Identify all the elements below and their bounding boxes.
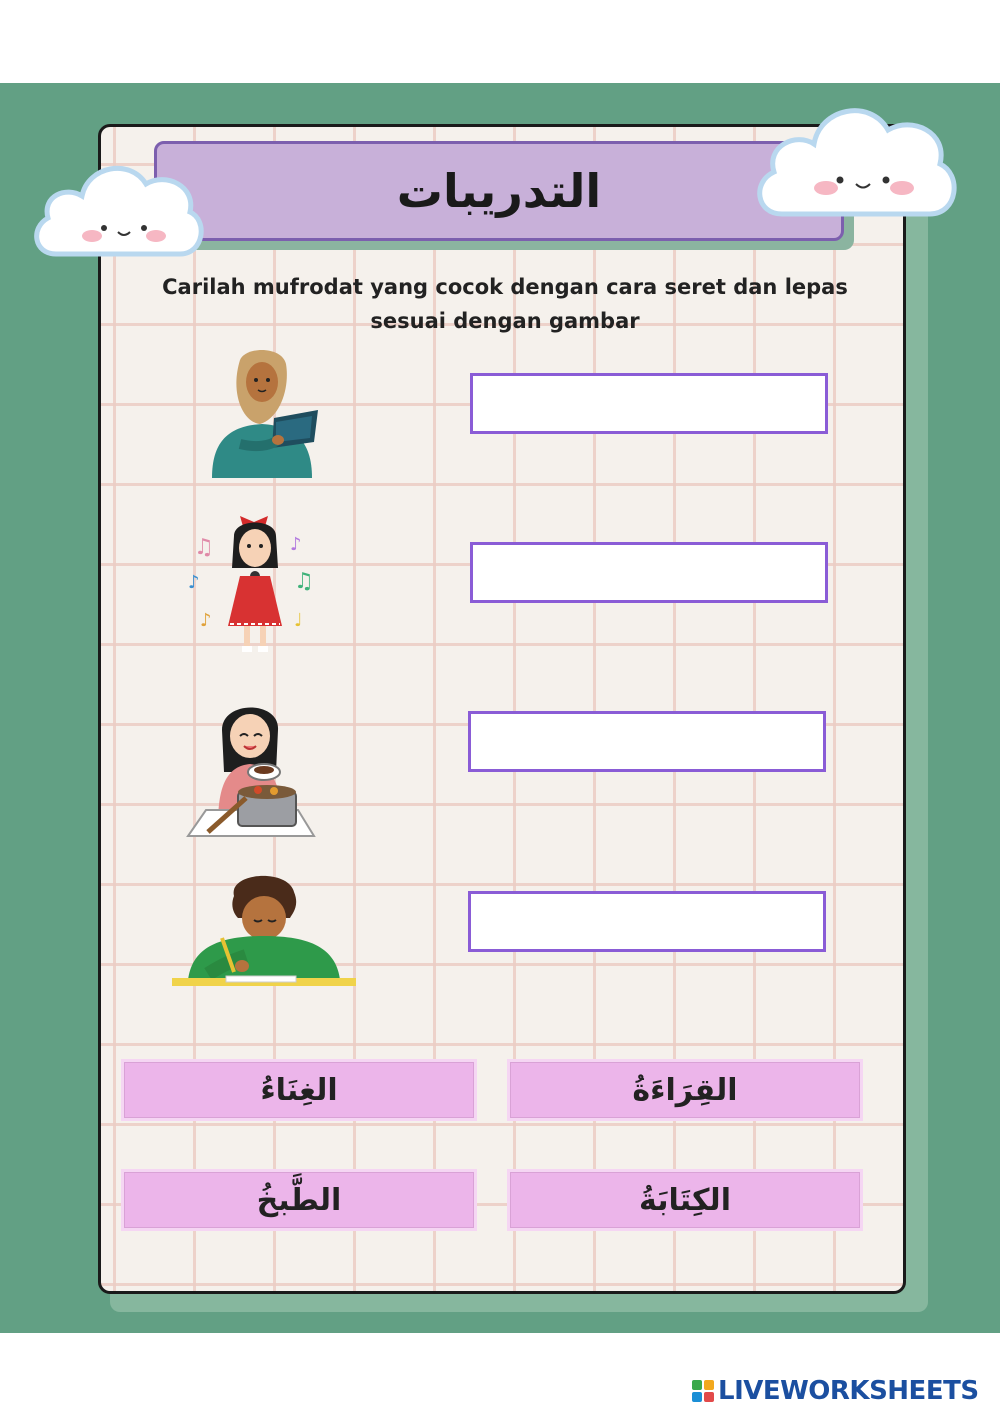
title-banner: [154, 141, 844, 241]
word-chip-writing[interactable]: [507, 1169, 863, 1231]
answer-box-2[interactable]: [470, 542, 828, 603]
word-chip-cooking[interactable]: [121, 1169, 477, 1231]
girl-singing-icon: [186, 506, 326, 662]
instruction-line-1: Carilah mufrodat yang cocok dengan cara seret dan lepas: [162, 275, 848, 299]
cloud-left-icon: [26, 150, 212, 270]
svg-text:♫: ♫: [194, 535, 214, 560]
cloud-right-icon: [748, 90, 968, 230]
svg-text:♪: ♪: [290, 534, 302, 555]
brand-name: LIVEWORKSHEETS: [718, 1376, 979, 1406]
word-chip-label: الطَّبخُ: [256, 1182, 342, 1218]
girl-cooking-icon: [186, 694, 318, 840]
svg-text:♫: ♫: [294, 569, 314, 594]
liveworksheets-logo[interactable]: [692, 1376, 979, 1406]
svg-text:♪: ♪: [200, 610, 212, 631]
svg-text:♪: ♪: [188, 572, 200, 593]
word-chip-reading[interactable]: [507, 1059, 863, 1121]
answer-box-1[interactable]: [470, 373, 828, 434]
word-chip-label: الغِنَاءُ: [260, 1072, 338, 1108]
answer-box-4[interactable]: [468, 891, 826, 952]
instruction-text: [140, 270, 870, 338]
word-chip-singing[interactable]: [121, 1059, 477, 1121]
word-chip-label: الكِتَابَةُ: [639, 1182, 731, 1218]
girl-reading-book-icon: [200, 348, 330, 488]
answer-box-3[interactable]: [468, 711, 826, 772]
page-title: التدريبات: [396, 164, 602, 218]
instruction-line-2: sesuai dengan gambar: [370, 309, 640, 333]
word-chip-label: القِرَاءَةُ: [632, 1072, 738, 1108]
boy-writing-icon: [168, 874, 360, 994]
liveworksheets-logo-icon: [692, 1380, 714, 1402]
svg-text:♩: ♩: [294, 610, 303, 631]
